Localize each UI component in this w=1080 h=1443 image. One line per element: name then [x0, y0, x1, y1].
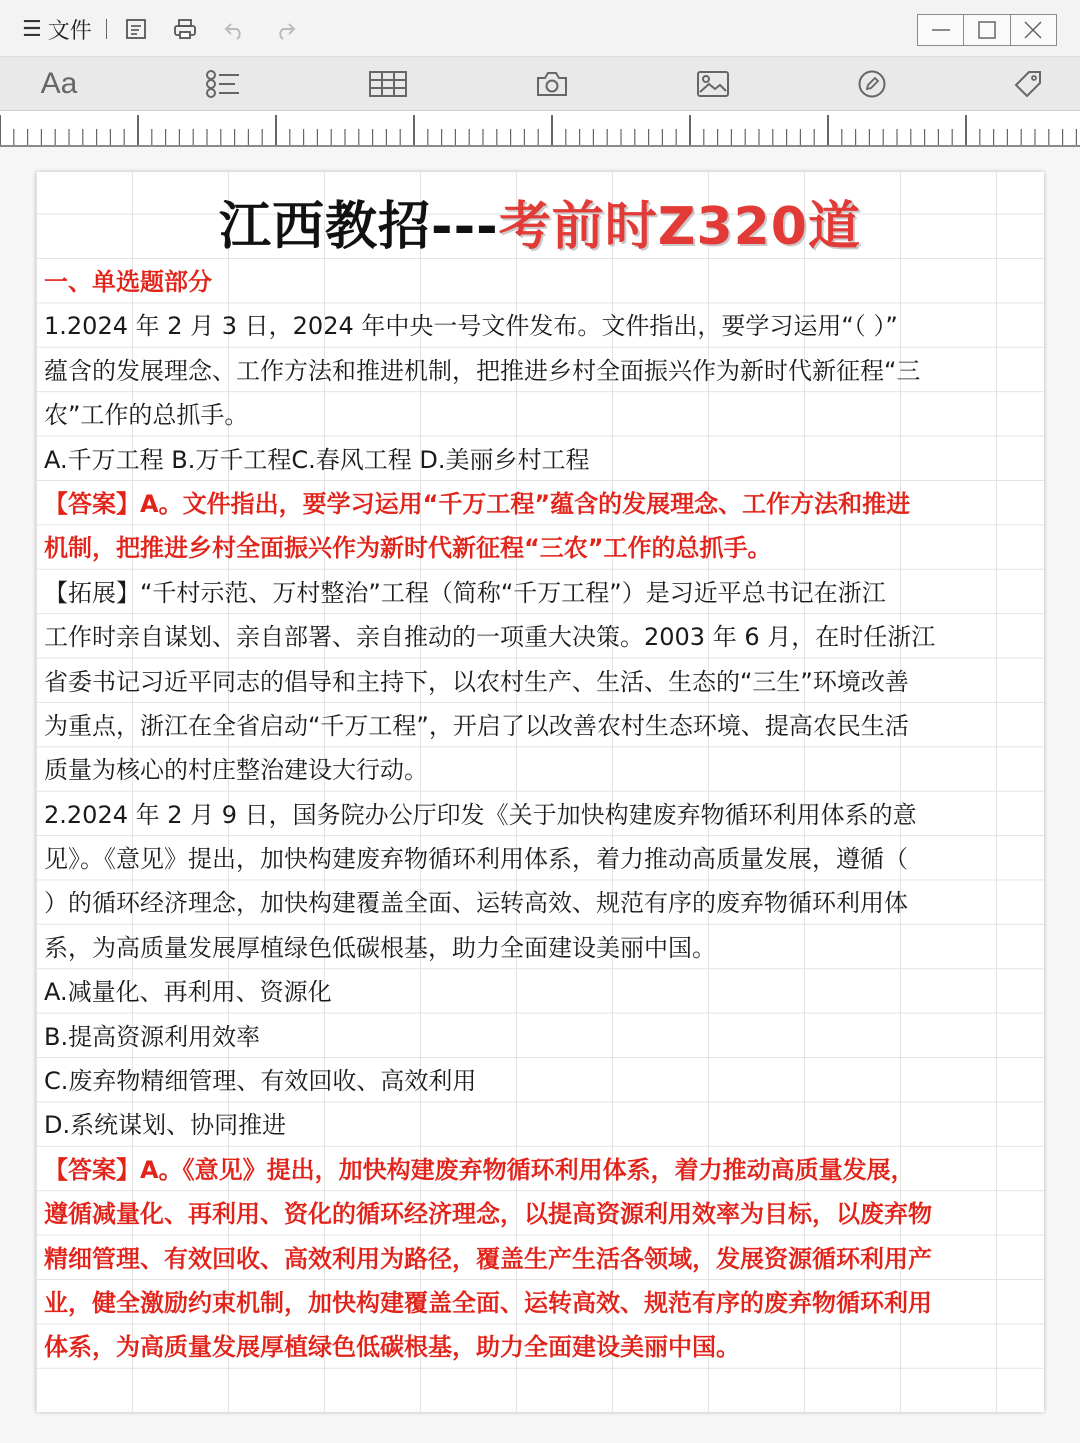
menu-icon[interactable]: ☰ — [22, 16, 42, 42]
option-line: A.减量化、再利用、资源化 — [44, 978, 332, 1007]
title-bar — [0, 0, 1080, 57]
minimize-icon — [930, 19, 952, 41]
title-black: 江西教招--- — [218, 197, 499, 257]
answer-line: 【答案】A。《意见》提出，加快构建废弃物循环利用体系，着力推动高质量发展， — [44, 1155, 915, 1184]
minimize-button[interactable] — [918, 15, 964, 45]
list-icon — [205, 69, 241, 99]
tag-icon — [1013, 69, 1043, 99]
answer-line: 业，健全激励约束机制，加快构建覆盖全面、运转高效、规范有序的废弃物循环利用 — [44, 1288, 932, 1317]
answer-line: 遵循减量化、再利用、资化的循环经济理念，以提高资源利用效率为目标，以废弃物 — [44, 1200, 932, 1229]
file-menu[interactable]: 文件 — [47, 18, 92, 44]
document-body[interactable] — [44, 260, 1039, 1370]
window-controls — [917, 14, 1057, 46]
close-icon — [1022, 19, 1044, 41]
text-line: ）的循环经济理念，加快构建覆盖全面、运转高效、规范有序的废弃物循环利用体 — [44, 889, 908, 918]
close-button[interactable] — [1011, 15, 1056, 45]
text-line: 见》。《意见》提出，加快构建废弃物循环利用体系，着力推动高质量发展，遵循（ — [44, 845, 908, 874]
answer-line: 体系，为高质量发展厚植绿色低碳根基，助力全面建设美丽中国。 — [44, 1333, 740, 1362]
option-line: D.系统谋划、协同推进 — [44, 1111, 287, 1140]
table-icon — [368, 70, 408, 98]
font-button[interactable] — [36, 67, 82, 101]
text-line: 农”工作的总抓手。 — [44, 401, 249, 430]
camera-button[interactable] — [534, 67, 570, 101]
maximize-icon — [976, 19, 998, 41]
font-icon: Aa — [40, 67, 78, 100]
answer-line: 【答案】A。文件指出，要学习运用“千万工程”蕴含的发展理念、工作方法和推进 — [44, 489, 911, 518]
title-red: 考前时Z320道 — [498, 197, 861, 257]
options-line: A.千万工程 B.万千工程C.春风工程 D.美丽乡村工程 — [44, 445, 590, 474]
document-page[interactable] — [36, 172, 1044, 1412]
outline-icon[interactable] — [125, 18, 147, 40]
text-line: 质量为核心的村庄整治建设大行动。 — [44, 756, 428, 785]
answer-line: 精细管理、有效回收、高效利用为路径，覆盖生产生活各领域，发展资源循环利用产 — [44, 1244, 932, 1273]
redo-icon[interactable] — [273, 18, 297, 40]
text-line: 工作时亲自谋划、亲自部署、亲自推动的一项重大决策。2003 年 6 月，在时任浙江 — [44, 623, 936, 652]
text-line: 蕴含的发展理念、工作方法和推进机制，把推进乡村全面振兴作为新时代新征程“三 — [44, 356, 921, 385]
text-line: 省委书记习近平同志的倡导和主持下，以农村生产、生活、生态的“三生”环境改善 — [44, 667, 909, 696]
image-button[interactable] — [696, 67, 730, 101]
title-bar-left — [22, 14, 323, 44]
print-icon[interactable] — [173, 18, 197, 40]
text-line: 1.2024 年 2 月 3 日，2024 年中央一号文件发布。文件指出，要学习运用“（ ）” — [44, 312, 898, 341]
section-heading: 一、单选题部分 — [44, 268, 212, 296]
page-title — [36, 184, 1044, 259]
text-line: 2.2024 年 2 月 9 日，国务院办公厅印发《关于加快构建废弃物循环利用体系的意 — [44, 800, 917, 829]
camera-icon — [535, 70, 569, 98]
maximize-button[interactable] — [964, 15, 1010, 45]
pen-icon — [857, 69, 887, 99]
image-icon — [696, 70, 730, 98]
option-line: B.提高资源利用效率 — [44, 1022, 261, 1051]
pen-button[interactable] — [856, 67, 888, 101]
text-line: 【拓展】“千村示范、万村整治”工程（简称“千万工程”）是习近平总书记在浙江 — [44, 578, 886, 607]
answer-line: 机制，把推进乡村全面振兴作为新时代新征程“三农”工作的总抓手。 — [44, 534, 772, 563]
toolbar — [0, 57, 1080, 111]
undo-icon[interactable] — [223, 18, 247, 40]
ruler-ticks — [0, 111, 1080, 145]
text-line: 系，为高质量发展厚植绿色低碳根基，助力全面建设美丽中国。 — [44, 933, 716, 962]
option-line: C.废弃物精细管理、有效回收、高效利用 — [44, 1067, 477, 1096]
text-line: 为重点，浙江在全省启动“千万工程”，开启了以改善农村生态环境、提高农民生活 — [44, 711, 909, 740]
ruler — [0, 111, 1080, 147]
table-button[interactable] — [368, 67, 408, 101]
divider — [106, 19, 107, 39]
tag-button[interactable] — [1012, 67, 1044, 101]
list-button[interactable] — [204, 67, 242, 101]
